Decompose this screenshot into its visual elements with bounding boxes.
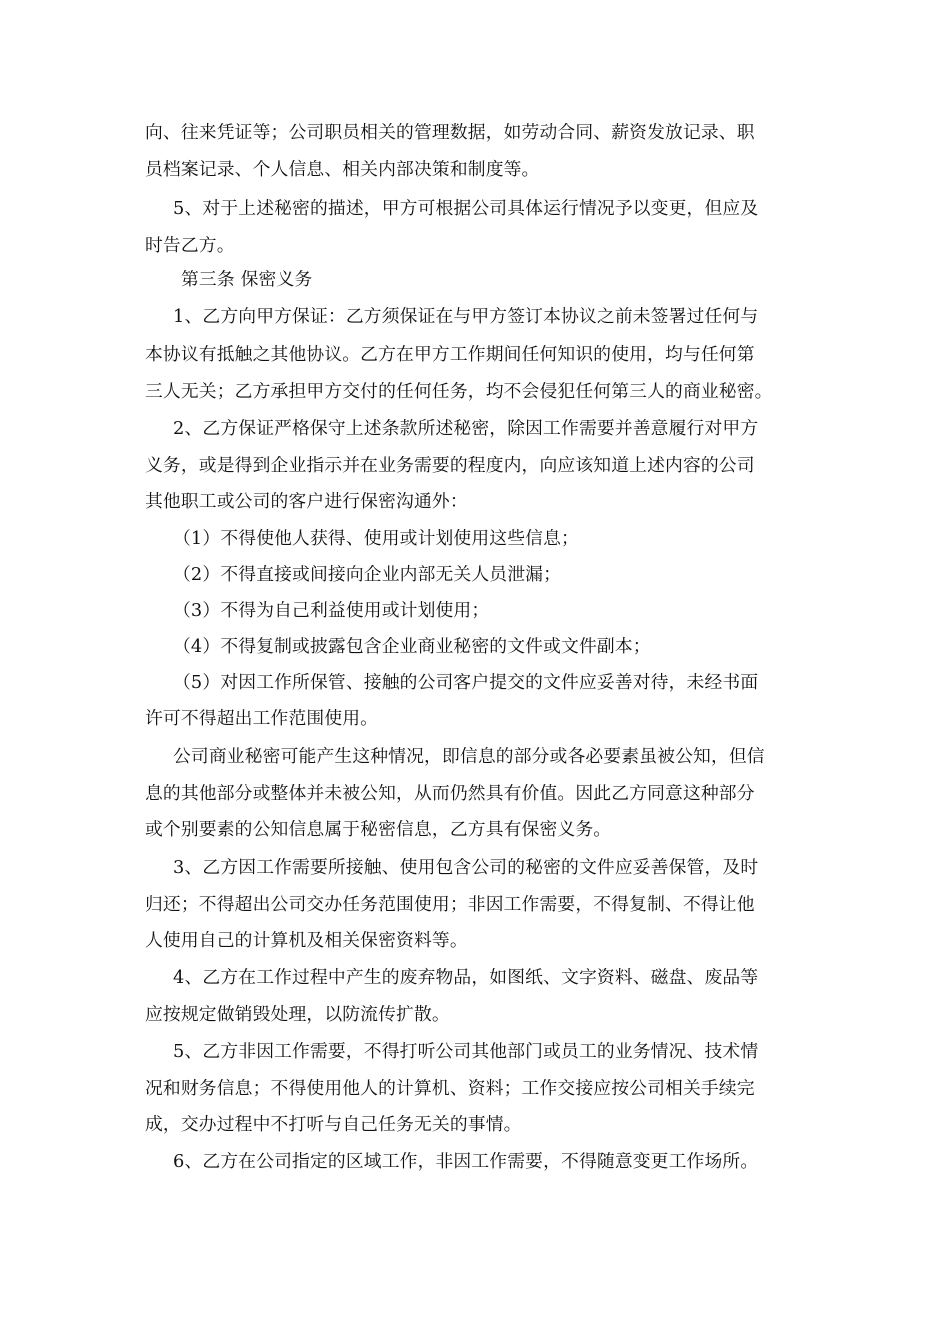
- text-line: 归还；不得超出公司交办任务范围使用；非因工作需要，不得复制、不得让他: [145, 894, 755, 915]
- text-line: 5、乙方非因工作需要，不得打听公司其他部门或员工的业务情况、技术情: [173, 1041, 759, 1062]
- text-line: 3、乙方因工作需要所接触、使用包含公司的秘密的文件应妥善保管，及时: [173, 857, 759, 878]
- text-line: 公司商业秘密可能产生这种情况，即信息的部分或各必要素虽被公知，但信: [173, 746, 765, 767]
- text-line: 向、往来凭证等；公司职员相关的管理数据，如劳动合同、薪资发放记录、职: [145, 122, 755, 143]
- list-item: （4）不得复制或披露包含企业商业秘密的文件或文件副本；: [173, 636, 651, 657]
- text-line: 本协议有抵触之其他协议。乙方在甲方工作期间任何知识的使用，均与任何第: [145, 344, 755, 365]
- text-line: 其他职工或公司的客户进行保密沟通外：: [145, 491, 468, 512]
- text-line: 息的其他部分或整体并未被公知，从而仍然具有价值。因此乙方同意这种部分: [145, 783, 755, 804]
- section-heading: 第三条 保密义务: [181, 269, 313, 290]
- text-line: 三人无关；乙方承担甲方交付的任何任务，均不会侵犯任何第三人的商业秘密。: [145, 381, 773, 402]
- text-line: 时告乙方。: [145, 235, 235, 256]
- list-item: （2）不得直接或间接向企业内部无关人员泄漏；: [173, 564, 562, 585]
- text-line: 义务，或是得到企业指示并在业务需要的程度内，向应该知道上述内容的公司: [145, 455, 755, 476]
- list-item: （3）不得为自己利益使用或计划使用；: [173, 600, 490, 621]
- text-line: 许可不得超出工作范围使用。: [145, 708, 379, 729]
- text-line: 1、乙方向甲方保证：乙方须保证在与甲方签订本协议之前未签署过任何与: [173, 306, 759, 327]
- text-line: 应按规定做销毁处理，以防流传扩散。: [145, 1004, 450, 1025]
- text-line: 4、乙方在工作过程中产生的废弃物品，如图纸、文字资料、磁盘、废品等: [173, 967, 759, 988]
- text-line: 员档案记录、个人信息、相关内部决策和制度等。: [145, 159, 540, 180]
- text-line: 2、乙方保证严格保守上述条款所述秘密，除因工作需要并善意履行对甲方: [173, 418, 759, 439]
- text-line: 人使用自己的计算机及相关保密资料等。: [145, 930, 468, 951]
- text-line: 5、对于上述秘密的描述，甲方可根据公司具体运行情况予以变更，但应及: [173, 198, 759, 219]
- text-line: 或个别要素的公知信息属于秘密信息，乙方具有保密义务。: [145, 819, 612, 840]
- list-item: （1）不得使他人获得、使用或计划使用这些信息；: [173, 528, 579, 549]
- text-line: 成，交办过程中不打听与自己任务无关的事情。: [145, 1114, 522, 1135]
- text-line: 6、乙方在公司指定的区域工作，非因工作需要，不得随意变更工作场所。: [173, 1151, 759, 1172]
- list-item: （5）对因工作所保管、接触的公司客户提交的文件应妥善对待，未经书面: [173, 672, 759, 693]
- text-line: 况和财务信息；不得使用他人的计算机、资料；工作交接应按公司相关手续完: [145, 1078, 755, 1099]
